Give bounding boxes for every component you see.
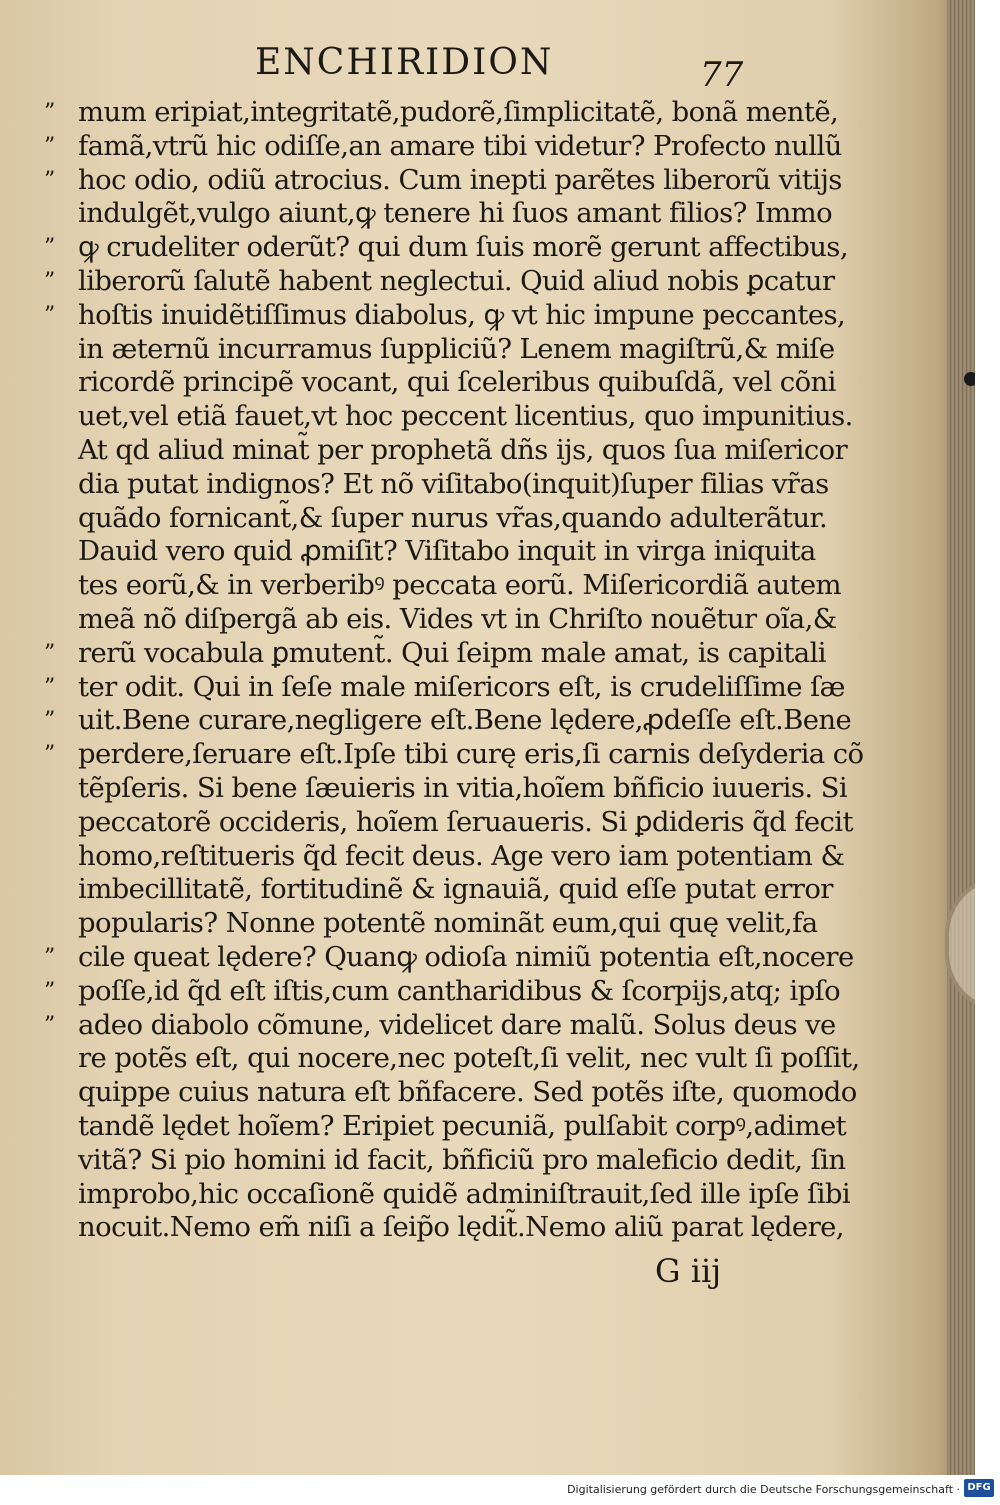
quotation-mark: ”: [44, 268, 55, 294]
line-text: mum eripiat,integritatẽ,pudorẽ,ſimplicitatẽ, bonã mentẽ,: [78, 96, 839, 128]
line-text: hoſtis inuidẽtiſſimus diabolus, ꝙ vt hic impune peccantes,: [78, 298, 846, 331]
text-line: [44, 704, 852, 738]
text-line: [78, 907, 823, 941]
text-line: [78, 1109, 847, 1144]
line-text: ꝙ crudeliter oderũt? qui dum ſuis morẽ gerunt affectibus,: [78, 231, 848, 264]
line-text: quãdo fornicant̃,& ſuper nurus vr̃as,quando adulterãtur.: [78, 501, 828, 534]
line-text: dia putat indignos? Et nõ viſitabo(inquit)ſuper filias vr̃as: [78, 467, 829, 500]
page-number: 77: [700, 55, 744, 95]
line-text: ter odit. Qui in ſeſe male miſericors eſt, is crudeliſſime ſæ: [78, 670, 845, 703]
text-line: [78, 400, 853, 434]
line-text: ricordẽ principẽ vocant, qui ſceleribus quibuſdã, vel cõni: [78, 366, 836, 399]
line-text: Dauid vero quid ꝓmiſit? Viſitabo inquit in virga iniquita: [78, 535, 816, 568]
line-text: imbecillitatẽ, fortitudinẽ & ignauiã, quid eſſe putat error: [78, 873, 833, 906]
quotation-mark: ”: [44, 235, 55, 261]
text-line: [78, 366, 836, 400]
line-text: in æternũ incurramus ſuppliciũ? Lenem magiſtrũ,& miſe: [78, 332, 835, 365]
funding-credit: Digitalisierung gefördert durch die Deutsche Forschungsgemeinschaft ·: [567, 1483, 960, 1496]
line-text: nocuit.Nemo em̃ niſi a ſeip̃o lędit̃.Nemo aliũ parat lędere,: [78, 1211, 844, 1244]
text-line: [78, 602, 837, 637]
text-line: [44, 298, 846, 333]
text-line: [44, 163, 842, 198]
line-text: vitã? Si pio homini id facit, bñficiũ pro maleficio dedit, ſin: [78, 1143, 846, 1176]
line-text: perdere,ſeruare eſt.Ipſe tibi curę eris,ſi carnis deſyderia cõ: [78, 738, 864, 771]
quotation-mark: ”: [44, 742, 55, 768]
text-line: [78, 1042, 860, 1076]
quotation-mark: ”: [44, 302, 55, 328]
quotation-mark: ”: [44, 1012, 55, 1038]
line-text: meã nõ diſpergã ab eis. Vides vt in Chriſto nouẽtur oĩa,&: [78, 602, 837, 635]
quotation-mark: ”: [44, 708, 55, 734]
line-text: peccatorẽ occideris, hoĩem ſeruaueris. Si ꝑdideris q̃d fecit: [78, 805, 853, 838]
quotation-mark: ”: [44, 978, 55, 1004]
line-text: re potẽs eſt, qui nocere,nec poteſt,ſi velit, nec vult ſi poſſit,: [78, 1042, 860, 1075]
quotation-mark: ”: [44, 100, 55, 125]
text-line: [78, 467, 829, 502]
text-line: [44, 264, 835, 299]
line-text: quippe cuius natura eſt bñfacere. Sed potẽs iſte, quomodo: [78, 1076, 857, 1109]
line-text: At qd aliud minat̃ per prophetã dñs ijs, quos ſua miſericor: [78, 433, 848, 466]
text-line: [78, 771, 848, 806]
text-line: [78, 535, 823, 569]
line-text: popularis? Nonne potentẽ nominãt eum,qui quę velit,fa: [78, 907, 818, 940]
line-text: uit.Bene curare,negligere eſt.Bene lędere,ꝓdeſſe eſt.Bene: [78, 704, 852, 737]
text-line: [44, 738, 864, 772]
text-line: [78, 1076, 857, 1110]
text-line: [44, 636, 826, 671]
text-line: [78, 332, 835, 367]
dfg-logo: DFG: [964, 1479, 994, 1497]
line-text: tes eorũ,& in verberibꝰ peccata eorũ. Miſericordiã autem: [78, 569, 842, 602]
signature-mark: G iij: [655, 1252, 722, 1290]
digitization-footer: [0, 1475, 1000, 1505]
text-line: [78, 1211, 844, 1245]
text-line: [44, 96, 839, 130]
text-line: [78, 873, 833, 907]
page-edge: [947, 0, 975, 1475]
text-line: [44, 129, 842, 164]
text-line: [44, 1008, 836, 1043]
line-text: hoc odio, odiũ atrocius. Cum inepti parẽtes liberorũ vitijs: [78, 163, 842, 196]
line-text: liberorũ ſalutẽ habent neglectui. Quid aliud nobis ꝑcatur: [78, 264, 835, 297]
line-text: famã,vtrũ hic odiſſe,an amare tibi videtur? Profecto nullũ: [78, 129, 842, 162]
text-line: [44, 940, 854, 975]
line-text: rerũ vocabula ꝑmutent̃. Qui ſeipm male amat, is capitali: [78, 636, 826, 669]
line-text: uet,vel etiã fauet,vt hoc peccent licentius, quo impunitius.: [78, 400, 853, 433]
line-text: indulgẽt,vulgo aiunt,ꝙ tenere hi ſuos amant filios? Immo: [78, 197, 833, 230]
quotation-mark: ”: [44, 674, 55, 700]
text-line: [44, 231, 848, 265]
text-line: [44, 670, 845, 705]
text-line: [78, 197, 833, 231]
line-text: homo,reſtitueris q̃d fecit deus. Age vero iam potentiam &: [78, 839, 845, 872]
body-text: [44, 96, 864, 1245]
line-text: poſſe,id q̃d eſt iſtis,cum cantharidibus & ſcorpijs,atq; ipſo: [78, 974, 841, 1007]
text-line: [44, 974, 841, 1009]
line-text: improbo,hic occaſionẽ quidẽ adminiſtrauit,ſed ille ipſe ſibi: [78, 1177, 851, 1210]
text-line: [78, 1177, 851, 1212]
ink-dot: [964, 372, 975, 386]
text-line: [78, 433, 848, 468]
text-line: [78, 805, 853, 840]
text-line: [78, 501, 828, 536]
quotation-mark: ”: [44, 640, 55, 666]
line-text: adeo diabolo cõmune, videlicet dare malũ. Solus deus ve: [78, 1008, 836, 1041]
line-text: tẽpſeris. Si bene ſæuieris in vitia,hoĩem bñficio iuueris. Si: [78, 771, 848, 804]
text-line: [78, 569, 842, 603]
line-text: tandẽ lędet hoĩem? Eripiet pecuniã, pulſabit corpꝰ,adimet: [78, 1109, 847, 1142]
quotation-mark: ”: [44, 167, 55, 193]
text-line: [78, 839, 845, 874]
text-line: [78, 1143, 846, 1178]
quotation-mark: ”: [44, 944, 55, 970]
running-header: ENCHIRIDION: [255, 42, 554, 83]
quotation-mark: ”: [44, 133, 55, 159]
line-text: cile queat lędere? Quanꝙ odioſa nimiũ potentia eſt,nocere: [78, 940, 854, 973]
